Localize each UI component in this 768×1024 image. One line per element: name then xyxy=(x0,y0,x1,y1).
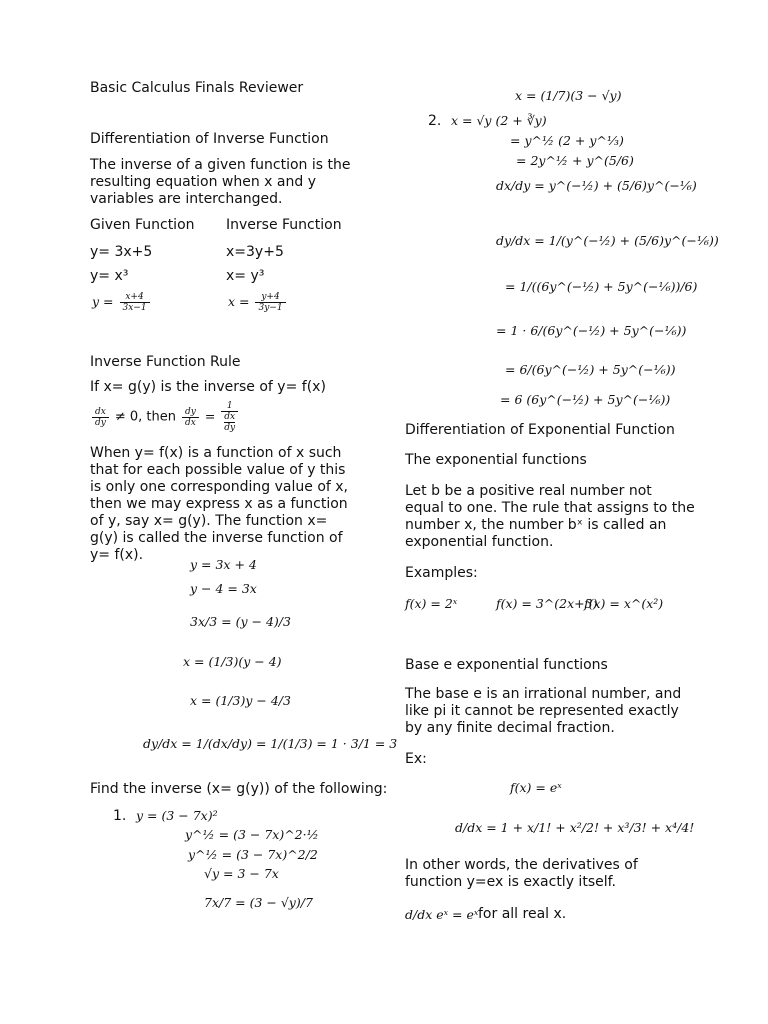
step-2: y − 4 = 3x xyxy=(190,581,257,596)
item-1-line-4: √y = 3 − 7x xyxy=(204,866,279,881)
item-2-line-2: = y^½ (2 + y^⅓) xyxy=(510,133,624,148)
inverse-intro: The inverse of a given function is the resulting equation when x and y variables are interchanged. xyxy=(90,157,351,207)
series-expansion: d/dx = 1 + x/1! + x²/2! + x³/3! + x⁴/4! xyxy=(455,820,695,835)
final-math: d/dx eˣ = eˣ xyxy=(405,907,479,922)
step-4: x = (1/3)(y − 4) xyxy=(183,654,282,669)
item-2-line-3: = 2y^½ + y^(5/6) xyxy=(516,153,634,168)
rule-condition: $\frac{dx}{dy}$ ≠ 0, then $\frac{dy}{dx}$ = 1 dx dy xyxy=(90,401,240,433)
given-row-3: y = $\frac{x+4}{3x-1}$ xyxy=(92,292,152,313)
given-row-2: y= x³ xyxy=(90,268,129,284)
given-row-1: y= 3x+5 xyxy=(90,244,153,260)
document-title: Basic Calculus Finals Reviewer xyxy=(90,80,304,96)
conclusion: In other words, the derivatives of function y=ex is exactly itself. xyxy=(405,857,638,890)
inverse-row-1: x=3y+5 xyxy=(226,244,284,260)
item-1-label: 1. xyxy=(113,808,127,824)
exponential-definition: Let b be a positive real number not equal to one. The rule that assigns to the number x, the number bˣ is called an exponential function. xyxy=(405,483,695,550)
rule-statement: If x= g(y) is the inverse of y= f(x) xyxy=(90,379,326,395)
item-1-line-2: y^½ = (3 − 7x)^2·½ xyxy=(185,827,319,842)
example-2: f(x) = 3^(2x+3) xyxy=(496,596,598,611)
item-1-line-6: x = (1/7)(3 − √y) xyxy=(515,88,622,103)
step-5: x = (1/3)y − 4/3 xyxy=(190,693,291,708)
item-1-line-1: y = (3 − 7x)² xyxy=(136,808,218,823)
final-text: for all real x. xyxy=(478,906,567,922)
item-2-line-7: = 1 · 6/(6y^(−½) + 5y^(−⅙)) xyxy=(496,323,687,338)
inverse-row-2: x= y³ xyxy=(226,268,265,284)
inverse-row-3: x = $\frac{y+4}{3y-1}$ xyxy=(228,292,288,313)
rule-explanation: When y= f(x) is a function of x such that for each possible value of y this is only one corresponding value of x, then we may express x as a function of y, say x= g(y). The function x= g(y) is called the inverse function of y= f(x). xyxy=(90,445,349,563)
base-e-text: The base e is an irrational number, and like pi it cannot be represented exactly by any finite decimal fraction. xyxy=(405,686,682,736)
example-1: f(x) = 2ˣ xyxy=(405,596,458,611)
exponential-heading: Differentiation of Exponential Function xyxy=(405,422,675,438)
item-2-line-8: = 6/(6y^(−½) + 5y^(−⅙)) xyxy=(505,362,676,377)
inverse-heading: Differentiation of Inverse Function xyxy=(90,131,329,147)
step-6: dy/dx = 1/(dx/dy) = 1/(1/3) = 1 · 3/1 = 3 xyxy=(143,736,398,751)
item-1-line-3: y^½ = (3 − 7x)^2/2 xyxy=(188,847,318,862)
exponential-subheading: The exponential functions xyxy=(405,452,587,468)
rule-heading: Inverse Function Rule xyxy=(90,354,241,370)
item-2-line-5: dy/dx = 1/(y^(−½) + (5/6)y^(−⅙)) xyxy=(496,233,719,248)
ex-label: Ex: xyxy=(405,751,427,767)
examples-label: Examples: xyxy=(405,565,478,581)
step-3: 3x/3 = (y − 4)/3 xyxy=(190,614,291,629)
step-1: y = 3x + 4 xyxy=(190,557,257,572)
find-inverse-heading: Find the inverse (x= g(y)) of the following: xyxy=(90,781,388,797)
base-e-heading: Base e exponential functions xyxy=(405,657,608,673)
example-3: f(x) = x^(x²) xyxy=(584,596,664,611)
item-1-line-5: 7x/7 = (3 − √y)/7 xyxy=(204,895,313,910)
item-2-line-4: dx/dy = y^(−½) + (5/6)y^(−⅙) xyxy=(496,178,697,193)
inverse-function-header: Inverse Function xyxy=(226,217,342,233)
item-2-label: 2. xyxy=(428,113,442,129)
given-function-header: Given Function xyxy=(90,217,195,233)
item-2-line-6: = 1/((6y^(−½) + 5y^(−⅙))/6) xyxy=(505,279,698,294)
ex-function: f(x) = eˣ xyxy=(510,780,562,795)
item-2-line-1: x = √y (2 + ∛y) xyxy=(451,113,547,128)
item-2-line-9: = 6 (6y^(−½) + 5y^(−⅙)) xyxy=(500,392,671,407)
